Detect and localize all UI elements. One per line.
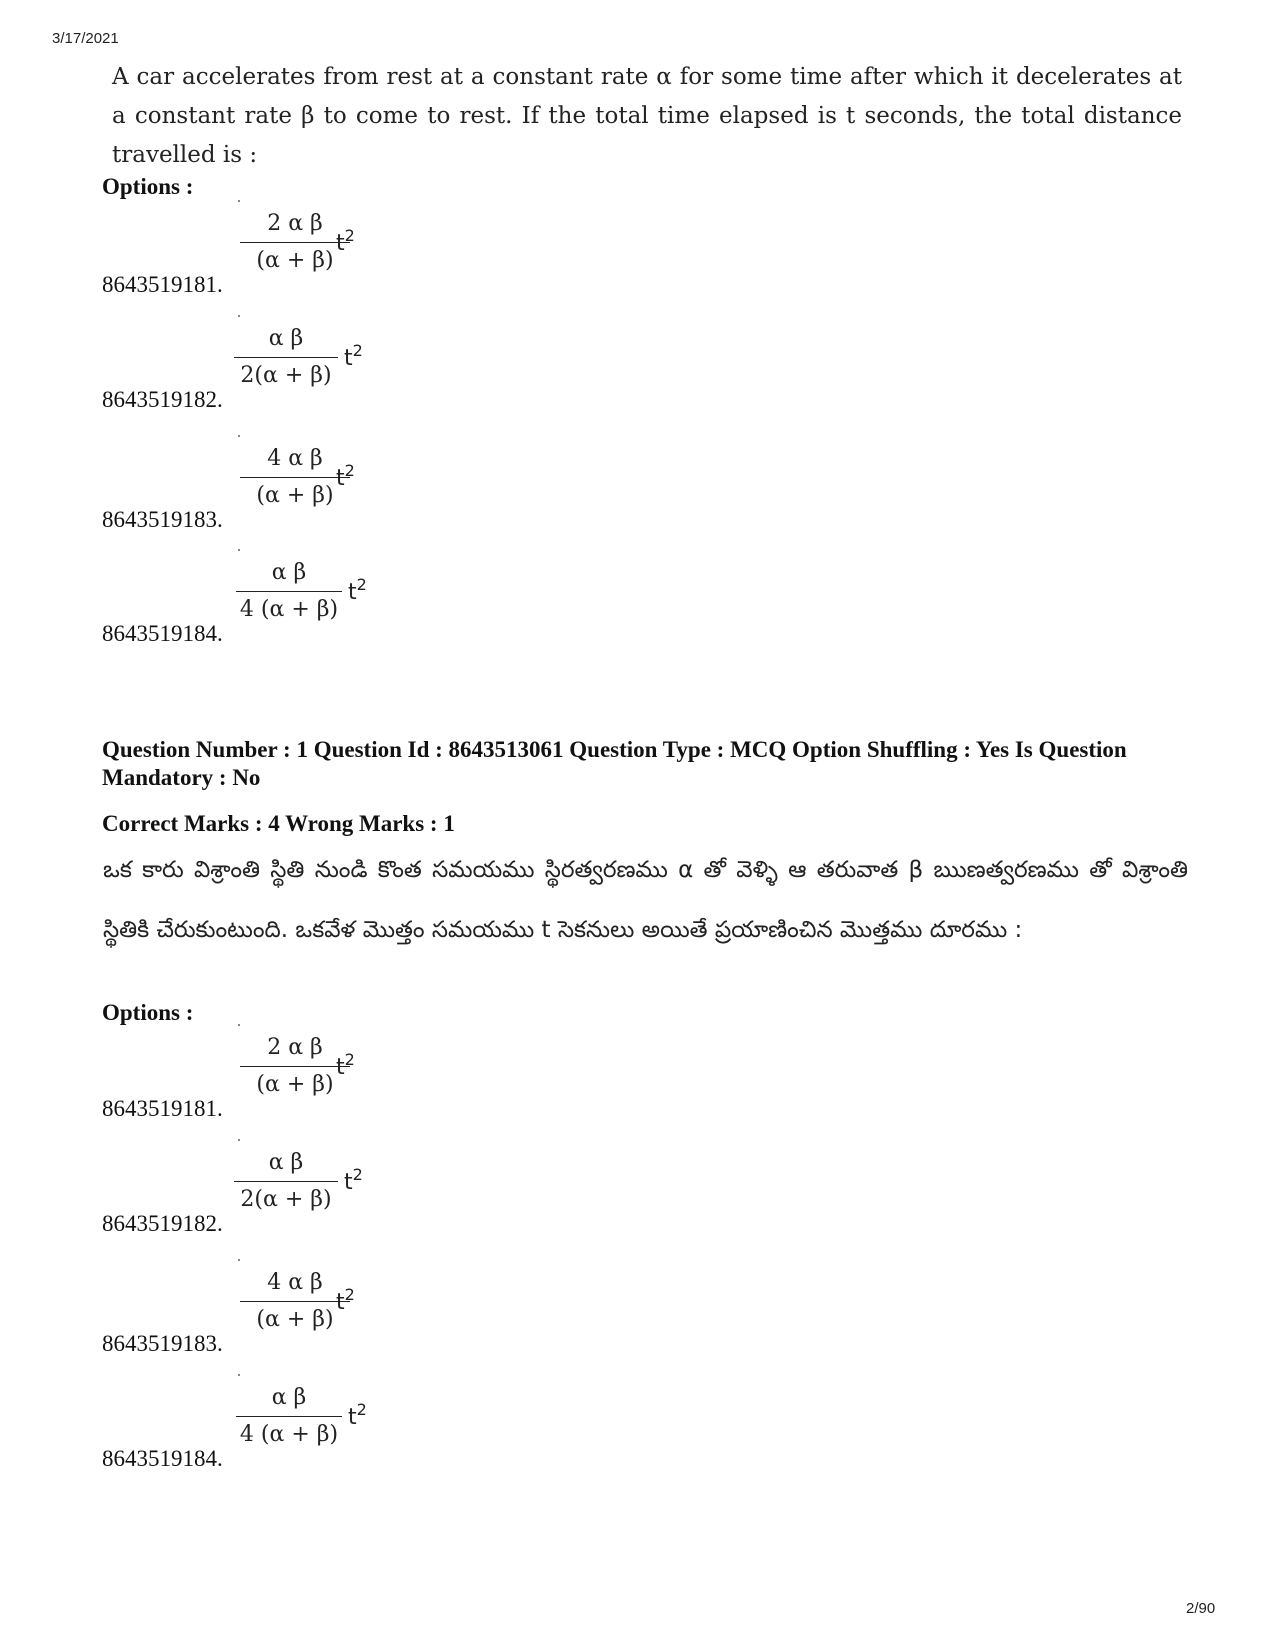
option-formula [236,1380,416,1460]
fraction-denominator: (α + β) [256,248,334,273]
option-id: 8643519184. [102,621,223,646]
question-meta-line1: Question Number : 1 Question Id : 8643513061 Question Type : MCQ Option Shuffling : Yes Is Question Mandatory : No [102,737,1127,790]
option-item [102,555,602,647]
option-formula [240,441,420,521]
t-term: t [336,231,345,256]
fraction-numerator: 4 α β [267,1270,323,1295]
option-item [102,1145,602,1237]
print-date: 3/17/2021 [52,30,119,47]
exponent: 2 [356,1400,367,1419]
t-squared [336,226,355,256]
options-heading-telugu: Options : [102,1000,194,1025]
option-formula [236,555,416,635]
t-term: t [336,1290,345,1315]
option-item [102,1030,602,1122]
exponent: 2 [352,341,363,360]
exponent: 2 [344,1285,355,1304]
question-text-telugu: ఒక కారు విశ్రాంతి స్థితి నుండి కొంత సమయము స్థిరత్వరణము α తో వెళ్ళి ఆ తరువాత β ఋణత్వరణము తో విశ్రాంతి స్థితికి చేరుకుంటుంది. ఒకవేళ మొత్తం సమయము t సెకనులు అయితే ప్రయాణించిన మొత్తము దూరము : [103,857,1188,943]
fraction [240,441,350,514]
t-term: t [336,466,345,491]
option-id: 8643519182. [102,1211,223,1236]
option-formula [234,321,414,401]
fraction [240,1030,350,1103]
option-formula [240,1030,420,1110]
exponent: 2 [352,1165,363,1184]
fraction-numerator: α β [271,560,307,585]
fraction-numerator: 4 α β [267,446,323,471]
fraction [234,321,338,394]
t-squared [348,575,367,605]
t-squared [336,461,355,491]
t-squared [344,341,363,371]
option-id: 8643519184. [102,1446,223,1471]
exponent: 2 [344,1050,355,1069]
artifact-dot [238,549,240,551]
option-item [102,441,602,533]
fraction [236,1380,342,1453]
option-id: 8643519181. [102,272,223,297]
fraction-denominator: 2(α + β) [240,363,332,388]
t-squared [336,1050,355,1080]
fraction-denominator: 4 (α + β) [239,1422,339,1447]
t-term: t [348,1405,357,1430]
option-id: 8643519183. [102,507,223,532]
fraction-denominator: 2(α + β) [240,1187,332,1212]
option-formula [240,206,420,286]
artifact-dot [238,200,240,202]
option-formula [234,1145,414,1225]
fraction-denominator: (α + β) [256,483,334,508]
fraction [240,1265,350,1338]
option-item [102,1380,602,1472]
exponent: 2 [344,226,355,245]
page-number: 2/90 [1186,1600,1216,1617]
option-formula [240,1265,420,1345]
artifact-dot [238,1374,240,1376]
exponent: 2 [356,575,367,594]
fraction [234,1145,338,1218]
options-heading-english: Options : [102,174,194,199]
fraction-numerator: α β [268,1150,304,1175]
artifact-dot [238,1259,240,1261]
exponent: 2 [344,461,355,480]
t-term: t [344,346,353,371]
option-item [102,206,602,298]
fraction-denominator: (α + β) [256,1307,334,1332]
option-id: 8643519183. [102,1331,223,1356]
option-item [102,321,602,413]
option-id: 8643519182. [102,387,223,412]
fraction-denominator: 4 (α + β) [239,597,339,622]
t-term: t [344,1170,353,1195]
fraction-numerator: 2 α β [267,1035,323,1060]
fraction-numerator: α β [268,326,304,351]
t-squared [344,1165,363,1195]
fraction [236,555,342,628]
t-term: t [336,1055,345,1080]
t-squared [348,1400,367,1430]
t-term: t [348,580,357,605]
option-id: 8643519181. [102,1096,223,1121]
fraction-numerator: α β [271,1385,307,1410]
artifact-dot [238,1139,240,1141]
artifact-dot [238,1024,240,1026]
fraction-numerator: 2 α β [267,211,323,236]
fraction [240,206,350,279]
fraction-denominator: (α + β) [256,1072,334,1097]
artifact-dot [238,435,240,437]
question-meta-line2: Correct Marks : 4 Wrong Marks : 1 [102,811,455,836]
artifact-dot [238,315,240,317]
option-item [102,1265,602,1357]
question-text-english: A car accelerates from rest at a constant rate α for some time after which it decelerates at a constant rate β to come to rest. If the total time elapsed is t seconds, the total distance travelled is : [112,64,1182,168]
t-squared [336,1285,355,1315]
